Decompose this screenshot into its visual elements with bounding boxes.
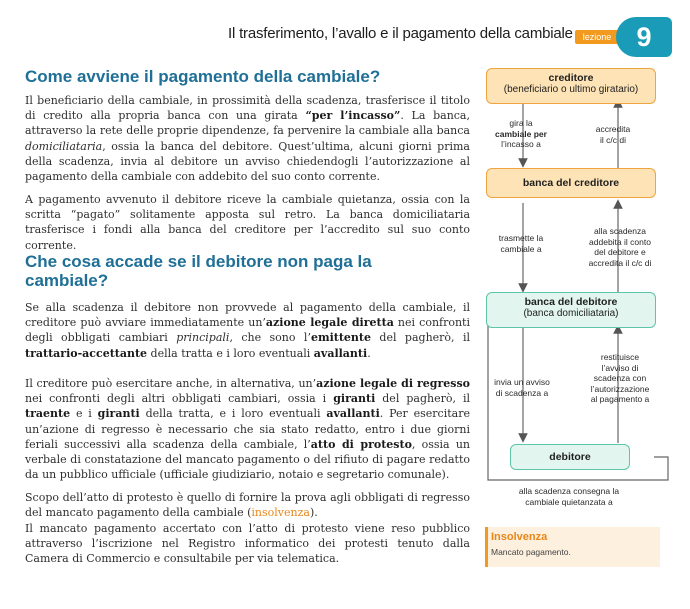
lezione-number-badge: 9: [616, 17, 672, 57]
creditore-subtitle: (beneficiario o ultimo giratario): [503, 84, 639, 95]
section2-heading: Che cosa accade se il debitore non paga la cambiale?: [25, 252, 372, 290]
label-gira: gira la cambiale per l’incasso a: [495, 118, 547, 149]
section2-paragraph1: Se alla scadenza il debitore non provvede al pagamento della cambiale, il creditore può avviare immediatamente un’azione legale diretta nei confronti degli obbligati cambiari principali, che sono l’emittente del pagherò, il trattario-accettante della tratta e i loro eventuali avallanti.: [25, 301, 470, 360]
chapter-title: Il trasferimento, l’avallo e il pagamento della cambiale: [228, 25, 573, 42]
section2-paragraph4: Il mancato pagamento accertato con l’atto di protesto viene reso pubblico attraverso l’iscrizione nel Registro informatico dei protesti tenuto dalla Camera di Commercio e consultabile per via telematica.: [25, 522, 470, 566]
section1-heading: Come avviene il pagamento della cambiale?: [25, 67, 381, 86]
debitore-title: debitore: [549, 451, 591, 463]
label-restituisce: restituisce l’avviso di scadenza con l’autorizzazione al pagamento a: [590, 352, 650, 404]
section1-paragraph1: Il beneficiario della cambiale, in prossimità della scadenza, trasferisce il titolo di credito alla propria banca con una girata “per l’incasso”. La banca, attraverso la rete delle proprie dipendenze, fa pervenire la cambiale alla banca domiciliataria, ossia la banca del debitore. Quest’ultima, alcuni giorni prima della scadenza, invia al debitore un avviso chiedendogli l’autorizzazione al pagamento della cambiale con addebito del suo conto corrente.: [25, 94, 470, 184]
banca-debitore-box: [486, 292, 656, 328]
banca-creditore-box: [486, 168, 656, 198]
creditore-box: [486, 68, 656, 104]
section1-paragraph2: A pagamento avvenuto il debitore riceve la cambiale quietanza, ossia con la scritta “pagato” solitamente apposta sul retro. La banca domiciliataria trasferisce i fondi alla banca del creditore per l’accredito sul suo conto corrente.: [25, 193, 470, 252]
insolvenza-text: Mancato pagamento.: [491, 547, 571, 557]
lezione-label: lezione: [575, 30, 619, 44]
section2-paragraph2: Il creditore può esercitare anche, in alternativa, un’azione legale di regresso nei confronti degli altri obbligati cambiari, ossia i giranti del pagherò, il traente e i giranti della tratta, e i loro eventuali avallanti. Per esercitare un’azione di regresso è necessario che sia stato redatto, entro i due giorni feriali successivi alla scadenza della cambiale, l’atto di protesto, ossia un verbale di constatazione del mancato pagamento o del rifiuto di pagare redatto da un pubblico ufficiale (ufficiale giudiziario, notaio e segretario comunale).: [25, 377, 470, 482]
insolvenza-title: Insolvenza: [491, 531, 548, 543]
banca-debitore-subtitle: (banca domiciliataria): [523, 308, 619, 319]
banca-debitore-title: banca del debitore: [524, 296, 618, 308]
label-scadenza-addebita: alla scadenza addebita il conto del debitore e accredita il c/c di: [588, 226, 652, 268]
label-trasmette: trasmette la cambiale a: [498, 233, 544, 254]
creditore-title: creditore: [548, 72, 594, 84]
section2-paragraph3: Scopo dell’atto di protesto è quello di fornire la prova agli obbligati di regresso del mancato pagamento della cambiale (insolvenza).: [25, 491, 470, 520]
label-accredita: accredita il c/c di: [595, 124, 631, 145]
banca-creditore-title: banca del creditore: [522, 177, 620, 189]
label-consegna: alla scadenza consegna la cambiale quietanzata a: [518, 486, 620, 507]
label-invia-avviso: invia un avviso di scadenza a: [494, 377, 550, 398]
debitore-box: [510, 444, 630, 470]
